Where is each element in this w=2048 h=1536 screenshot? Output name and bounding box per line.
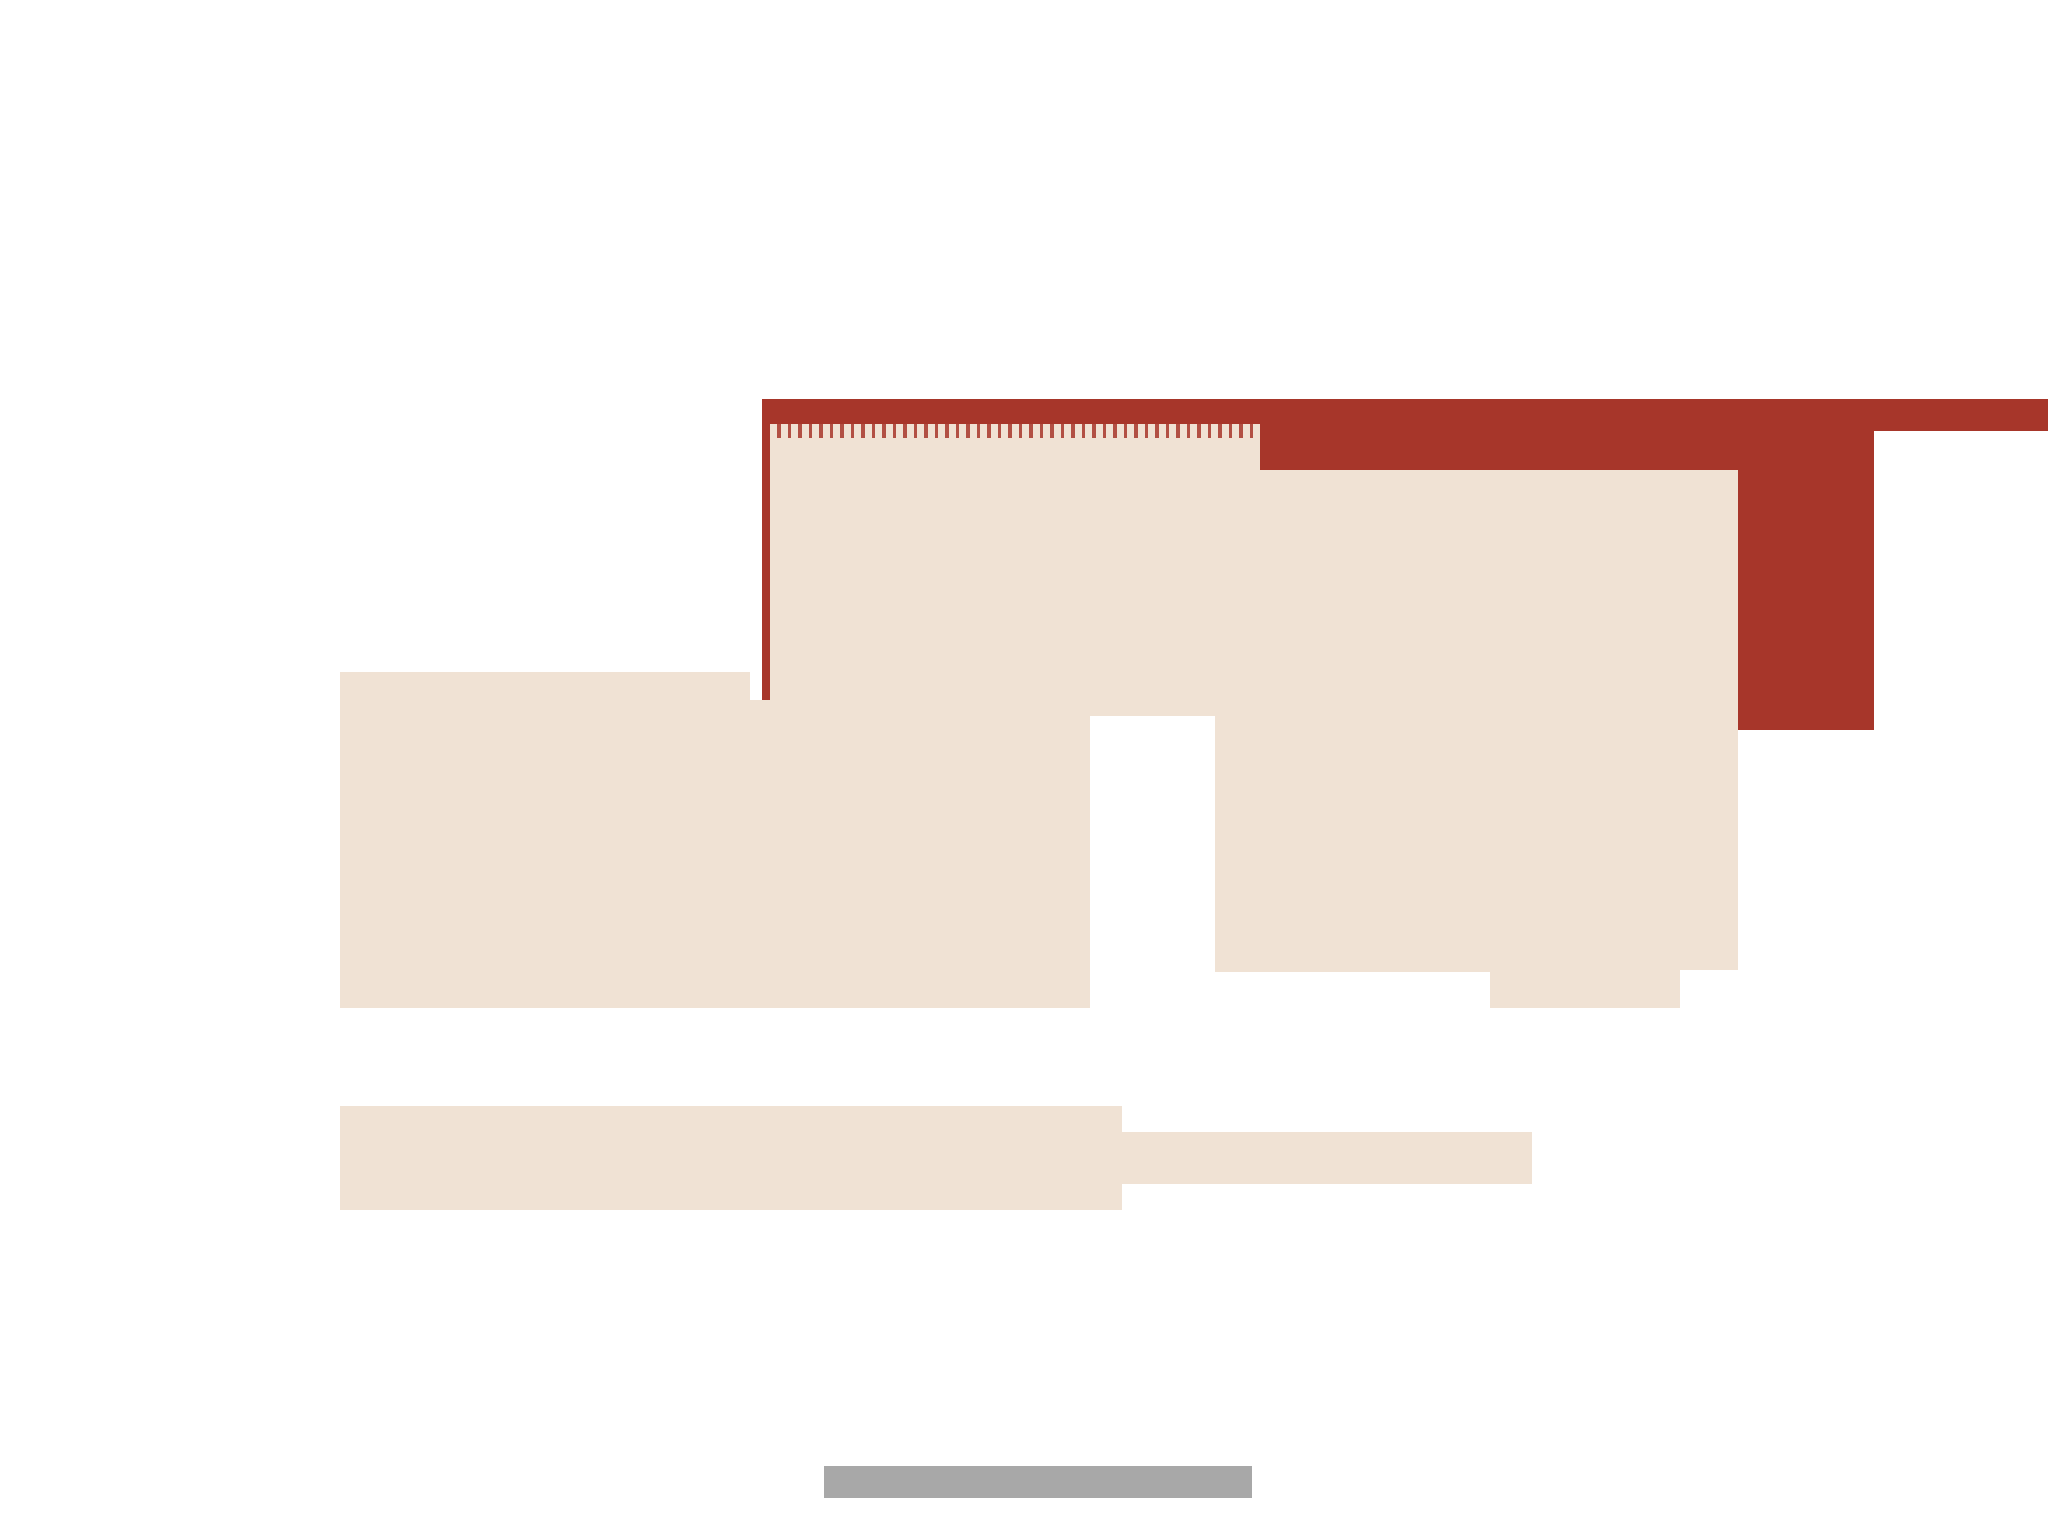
cream-block-right-tail	[1490, 930, 1680, 1008]
ragged-top-edge	[770, 424, 1260, 438]
cream-bar-wide	[340, 1106, 1122, 1210]
grey-footer-bar	[824, 1466, 1252, 1498]
white-notch	[1090, 716, 1215, 1012]
cream-block-left-extension	[340, 700, 1090, 1008]
cream-bar-thin	[1120, 1132, 1532, 1184]
